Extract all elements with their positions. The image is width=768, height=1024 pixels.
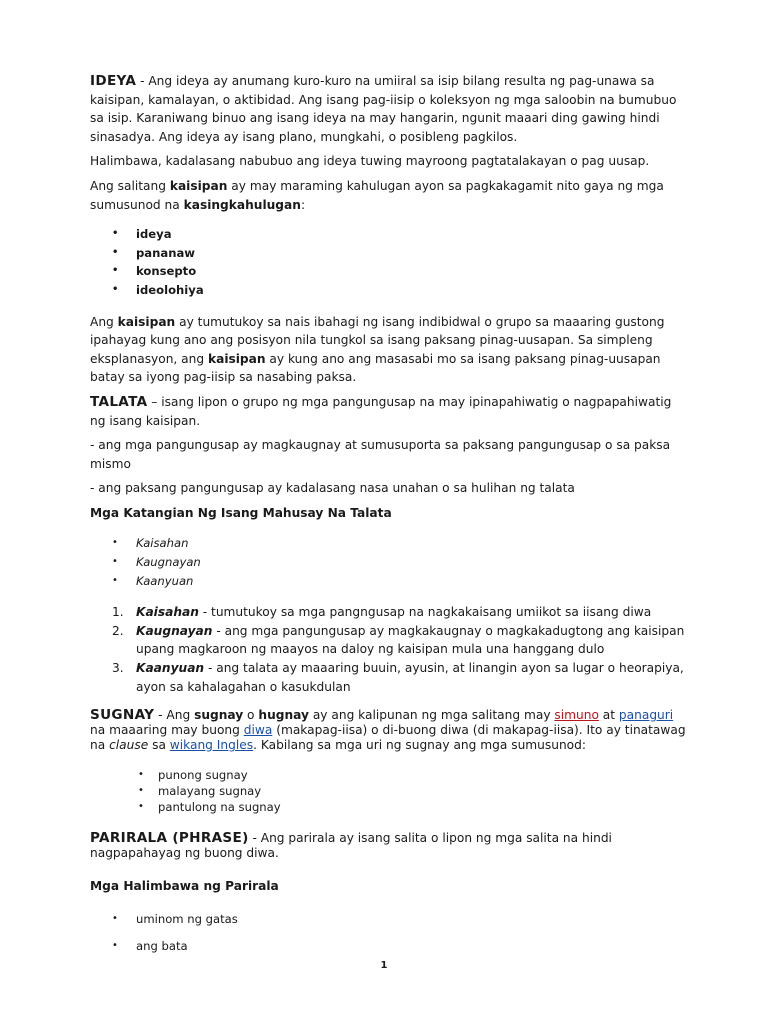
trait-label: Kaisahan xyxy=(136,605,199,620)
link-simuno[interactable]: simuno xyxy=(554,708,599,723)
talata-line-1: - ang mga pangungusap ay magkaugnay at sumusuporta sa paksang pangungusap o sa paksa mismo xyxy=(90,438,671,471)
trait-text: - tumutukoy sa mga pangngusap na nagkakaisang umiikot sa iisang diwa xyxy=(198,605,652,620)
text-run: . Kabilang sa mga uri ng sugnay ang mga sumusunod: xyxy=(253,738,586,753)
parirala-heading: Mga Halimbawa ng Parirala xyxy=(90,879,279,894)
sugnay-paragraph xyxy=(90,708,690,753)
list-item: • malayang sugnay xyxy=(90,783,690,799)
synonym-list xyxy=(90,225,690,299)
parirala-definition: - Ang parirala ay isang salita o lipon ng mga salita na hindi nagpapahayag ng buong diwa. xyxy=(90,831,612,861)
list-item: • pantulong na sugnay xyxy=(90,799,690,815)
text-run: o xyxy=(243,708,259,723)
list-item: • Kaanyuan xyxy=(90,572,690,591)
kaisipan-intro xyxy=(90,177,690,214)
list-item xyxy=(90,622,690,659)
list-item: • Kaisahan xyxy=(90,534,690,553)
list-item xyxy=(90,603,690,622)
list-number: 1. xyxy=(112,605,124,620)
trait-label: Kaanyuan xyxy=(136,661,205,676)
trait-numbered-list xyxy=(90,603,690,696)
list-item: • Kaugnayan xyxy=(90,553,690,572)
text-run: Ang xyxy=(90,314,118,329)
text-run: ay tumutukoy sa nais ibahagi ng isang indibidwal o grupo sa maaaring gustong ipahayag kung ano ang posisyon nila tungkol sa isang paksang pinag-uusapan. Sa simpleng eksplanasyon, ang xyxy=(90,314,665,366)
trait-label: Kaugnayan xyxy=(136,623,213,638)
text-run: ay ang kalipunan ng mga salitang may xyxy=(308,708,555,723)
ideya-paragraph xyxy=(90,72,690,146)
bold-kaisipan: kaisipan xyxy=(169,178,228,193)
link-wikang-ingles[interactable]: wikang Ingles xyxy=(169,738,254,753)
text-run: (makapag-iisa) o di-buong diwa (di makapag-iisa). Ito ay tinatawag na xyxy=(90,723,686,753)
parirala-paragraph xyxy=(90,831,690,861)
list-item: • konsepto xyxy=(90,262,690,281)
text-run: ay kung ano ang masasabi mo sa isang paksang pinag-uusapan batay sa iyong pag-iisip sa nasabing paksa. xyxy=(90,351,661,385)
parirala-term: PARIRALA (PHRASE) xyxy=(90,830,249,847)
trait-text: - ang mga pangungusap ay magkakaugnay o magkakadugtong ang kaisipan upang magkaroon ng maayos na daloy ng kaisipan mula una hanggang dulo xyxy=(136,623,685,657)
list-item: • ang bata xyxy=(90,937,690,956)
list-number: 3. xyxy=(112,661,124,676)
list-item xyxy=(90,659,690,696)
list-item: • uminom ng gatas xyxy=(90,910,690,929)
list-item: • ideolohiya xyxy=(90,281,690,300)
kaisipan-paragraph xyxy=(90,313,690,387)
trait-list xyxy=(90,534,690,590)
link-diwa[interactable]: diwa xyxy=(243,723,273,738)
text-run: - Ang xyxy=(154,708,195,723)
text-run: : xyxy=(300,197,306,212)
trait-text: - ang talata ay maaaring buuin, ayusin, at linangin ayon sa lugar o heorapiya, ayon sa kahalagahan o kasukdulan xyxy=(136,661,684,694)
talata-definition: – isang lipon o grupo ng mga pangungusap na may ipinapahiwatig o nagpapahiwatig ng isang kaisipan. xyxy=(90,394,672,428)
link-panaguri[interactable]: panaguri xyxy=(618,708,674,723)
page-number: 1 xyxy=(380,960,388,971)
ideya-definition: - Ang ideya ay anumang kuro-kuro na umiiral sa isip bilang resulta ng pag-unawa sa kaisipan, kamalayan, o aktibidad. Ang isang pag-iisip o koleksyon ng mga saloobin na bumubuo sa isip. Karaniwang binuo ang isang ideya na may hangarin, ngunit maaari ding gawing hindi sinasadya. Ang ideya ay isang plano, mungkahi, o posibleng pagkilos. xyxy=(90,74,677,144)
text-run: sa xyxy=(148,738,170,753)
talata-paragraph xyxy=(90,393,690,430)
italic-clause: clause xyxy=(109,738,149,753)
sugnay-type-list xyxy=(90,767,690,815)
text-run: na maaaring may buong xyxy=(90,723,244,738)
ideya-example: Halimbawa, kadalasang nabubuo ang ideya tuwing mayroong pagtatalakayan o pag uusap. xyxy=(90,154,650,169)
text-run: at xyxy=(598,708,619,723)
bold-kasingkahulugan: kasingkahulugan xyxy=(183,197,301,212)
list-item: • punong sugnay xyxy=(90,767,690,783)
text-run: ay may maraming kahulugan ayon sa pagkakagamit nito gaya ng mga sumusunod na xyxy=(90,178,664,212)
bold-kaisipan: kaisipan xyxy=(207,351,266,366)
bold-hugnay: hugnay xyxy=(258,708,309,723)
parirala-example-list xyxy=(90,910,690,956)
bold-kaisipan: kaisipan xyxy=(117,314,176,329)
list-item: • ideya xyxy=(90,225,690,244)
sugnay-term: SUGNAY xyxy=(90,707,155,724)
ideya-term: IDEYA xyxy=(90,73,137,89)
list-item: • pananaw xyxy=(90,244,690,263)
bold-sugnay: sugnay xyxy=(194,708,244,723)
text-run: Ang salitang xyxy=(90,178,170,193)
talata-line-2: - ang paksang pangungusap ay kadalasang nasa unahan o sa hulihan ng talata xyxy=(90,481,575,496)
talata-heading: Mga Katangian Ng Isang Mahusay Na Talata xyxy=(90,505,392,520)
document-page xyxy=(90,72,690,956)
list-number: 2. xyxy=(112,623,124,638)
talata-term: TALATA xyxy=(90,393,148,410)
